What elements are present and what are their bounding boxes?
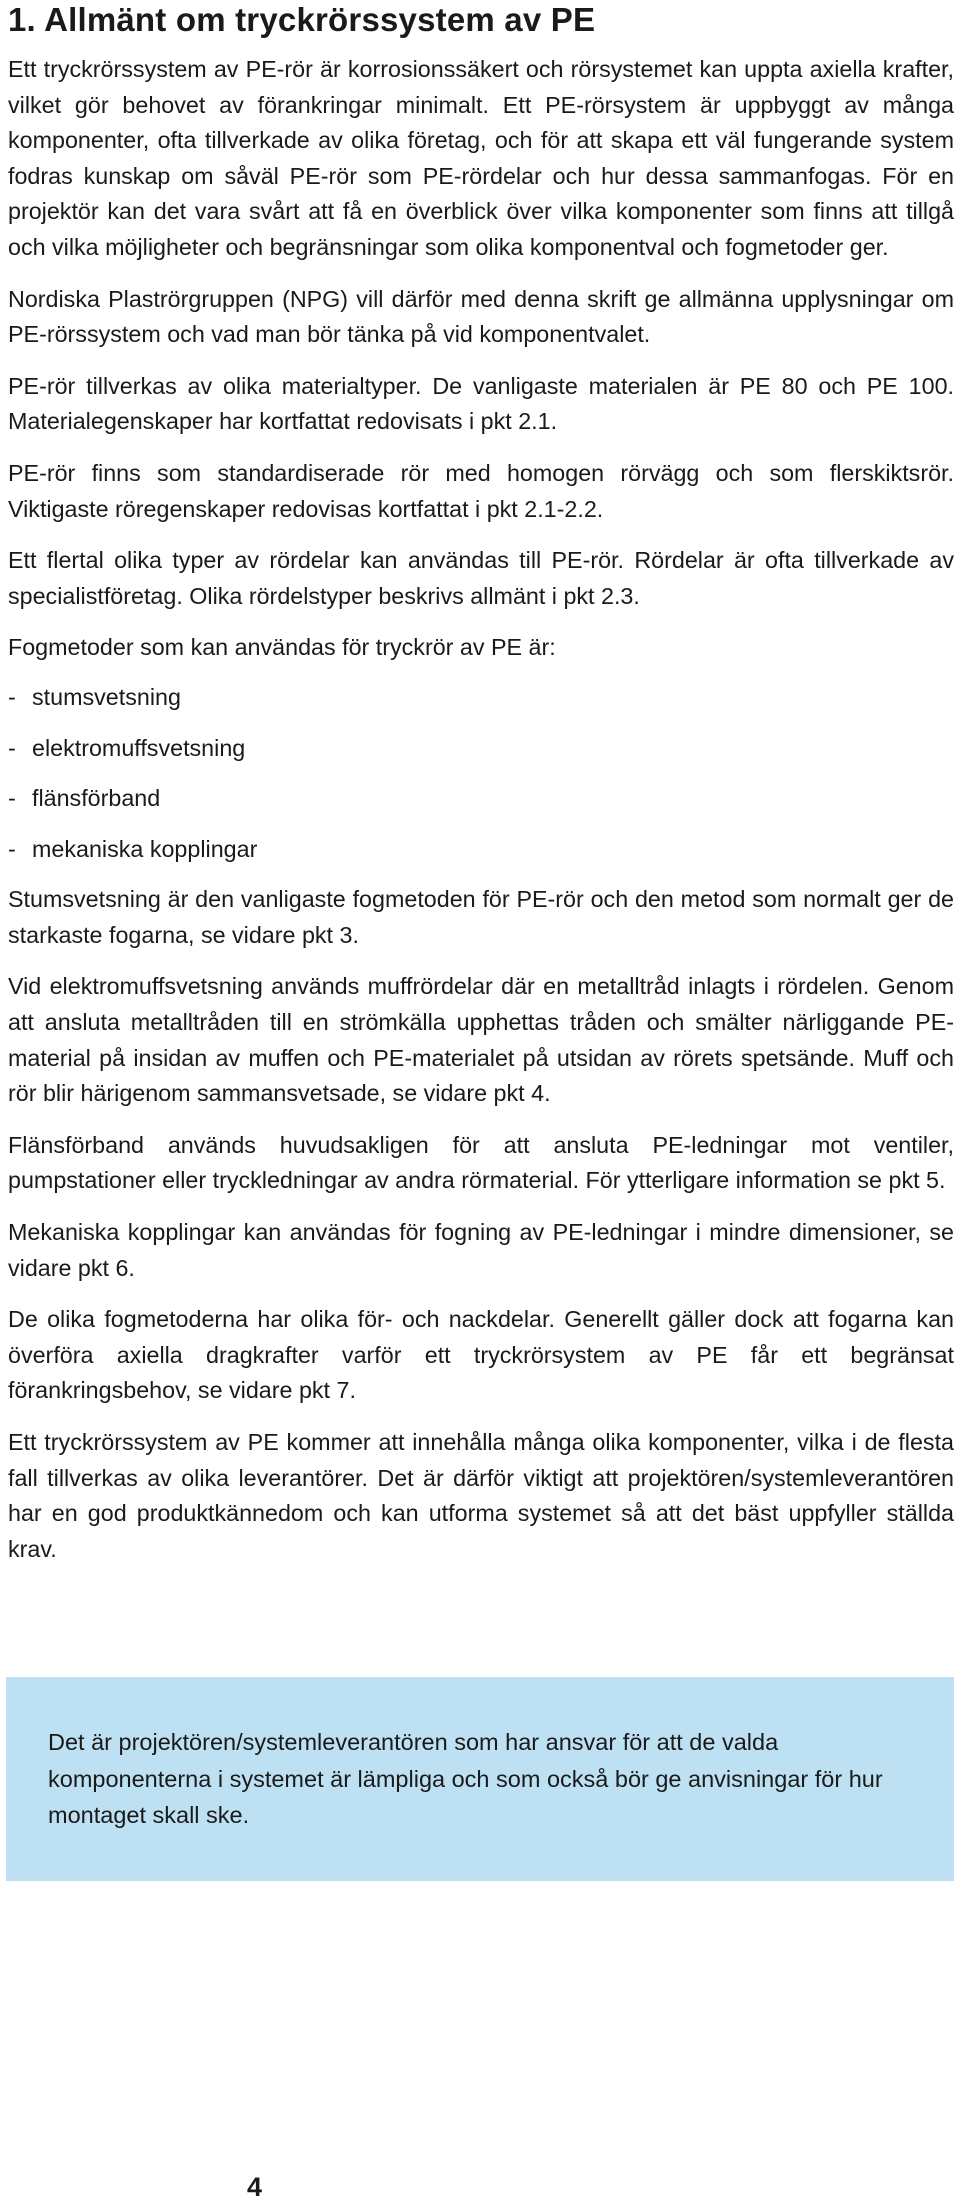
list-dash: - [8, 683, 16, 710]
paragraph-npg: Nordiska Plaströrgruppen (NPG) vill därför med denna skrift ge allmänna upplysningar om PE-rörssystem och vad man bör tänka på vid komponentvalet. [8, 285, 954, 348]
paragraph-pipes: PE-rör finns som standardiserade rör med homogen rörvägg och som flerskiktsrör. Viktigaste röregenskaper redovisas kortfattat i pkt 2.1-2.2. [8, 459, 954, 522]
list-dash: - [8, 835, 16, 862]
note-text: Det är projektören/systemleverantören som har ansvar för att de valda komponenterna i systemet är lämpliga och som också bör ge anvisningar för hur montaget skall ske. [48, 1729, 883, 1828]
list-item [8, 680, 954, 716]
paragraph-butt-welding: Stumsvetsning är den vanligaste fogmetoden för PE-rör och den metod som normalt ger de starkaste fogarna, se vidare pkt 3. [8, 886, 954, 948]
list-item-label: mekaniska kopplingar [32, 835, 258, 862]
body-text [8, 52, 954, 1583]
list-item-label: stumsvetsning [32, 683, 181, 710]
page-number: 4 [247, 2172, 263, 2202]
note-box [6, 1677, 954, 1881]
section-heading: 1. Allmänt om tryckrörssystem av PE [8, 1, 596, 38]
paragraph-intro: Ett tryckrörssystem av PE-rör är korrosionssäkert och rörsystemet kan uppta axiella krafter, vilket gör behovet av förankringar minimalt. Ett PE-rörsystem är uppbyggt av många komponenter, ofta tillverkade av olika företag, och för att skapa ett väl fungerande system fodras kunskap om såväl PE-rör som PE-rördelar och hur dessa sammanfogas. För en projektör kan det vara svårt att få en överblick över vilka komponenter som finns att tillgå och vilka möjligheter och begränsningar som olika komponentval och fogmetoder ger. [8, 56, 954, 260]
paragraph-system: Ett tryckrörssystem av PE kommer att innehålla många olika komponenter, vilka i de flesta fall tillverkas av olika leverantörer. Det är därför viktigt att projektören/systemleverantören har en god produktkännedom och kan utforma systemet så att det bäst uppfyller ställda krav. [8, 1429, 954, 1562]
paragraph-flange: Flänsförband används huvudsakligen för att ansluta PE-ledningar mot ventiler, pumpstationer eller tryckledningar av andra rörmaterial. För ytterligare information se pkt 5. [8, 1131, 954, 1194]
paragraph-pros-cons: De olika fogmetoderna har olika för- och nackdelar. Generellt gäller dock att fogarna kan överföra axiella dragkrafter varför ett tryckrörsystem av PE får ett begränsat förankringsbehov, se vidare pkt 7. [8, 1306, 954, 1404]
list-dash: - [8, 734, 16, 761]
list-item [8, 781, 954, 817]
list-item-label: elektromuffsvetsning [32, 734, 246, 761]
list-item [8, 832, 954, 868]
joining-methods-list [8, 680, 954, 867]
list-item [8, 731, 954, 767]
paragraph-joining-methods: Fogmetoder som kan användas för tryckrör av PE är: [8, 634, 556, 661]
paragraph-materials: PE-rör tillverkas av olika materialtyper. De vanligaste materialen är PE 80 och PE 100. Materialegenskaper har kortfattat redovisats i pkt 2.1. [8, 372, 954, 435]
list-item-label: flänsförband [32, 785, 161, 812]
paragraph-electrofusion: Vid elektromuffsvetsning används muffrördelar där en metalltråd inlagts i rördelen. Genom att ansluta metalltråden till en strömkälla upphettas tråden och smälter närliggande PE-material på insidan av muffen och PE-materialet på utsidan av rörets spetsände. Muff och rör blir härigenom sammansvetsade, se vidare pkt 4. [8, 973, 954, 1107]
list-dash: - [8, 785, 16, 812]
paragraph-mechanical: Mekaniska kopplingar kan användas för fogning av PE-ledningar i mindre dimensioner, se vidare pkt 6. [8, 1219, 954, 1281]
paragraph-fittings: Ett flertal olika typer av rördelar kan användas till PE-rör. Rördelar är ofta tillverkade av specialistföretag. Olika rördelstyper beskrivs allmänt i pkt 2.3. [8, 547, 954, 609]
